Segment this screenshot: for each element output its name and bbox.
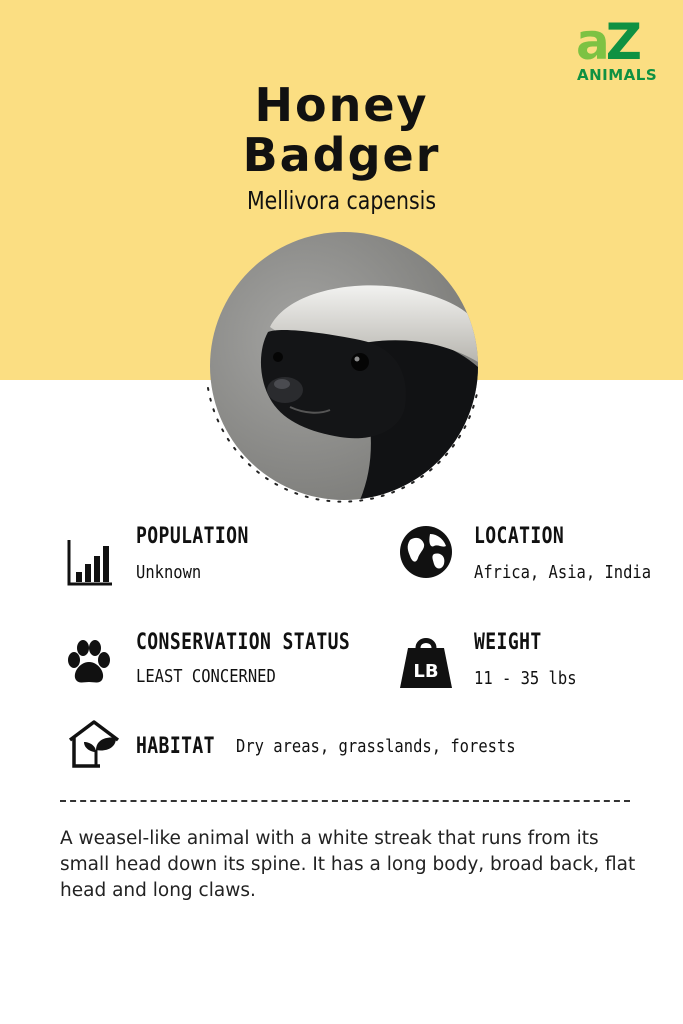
animal-description: A weasel-like animal with a white streak that runs from its small head down its spine. It has a long body, broad back, flat head and long claws. — [60, 828, 636, 901]
population-label: POPULATION — [136, 524, 249, 549]
weight-label: WEIGHT — [474, 630, 542, 655]
section-divider — [60, 800, 630, 802]
habitat-label: HABITAT — [136, 734, 215, 759]
location-value: Africa, Asia, India — [474, 562, 652, 583]
weight-icon-text: LB — [413, 661, 439, 682]
conservation-value: LEAST CONCERNED — [136, 666, 276, 687]
title-line-2: Badger — [242, 128, 441, 182]
weight-icon — [398, 632, 454, 690]
bar-chart-icon — [66, 538, 114, 586]
paw-icon — [64, 638, 114, 686]
logo-mark: aZ — [576, 13, 639, 71]
title-line-1: Honey — [254, 78, 429, 132]
az-animals-logo[interactable] — [574, 13, 666, 86]
location-label: LOCATION — [474, 524, 565, 549]
habitat-value: Dry areas, grasslands, forests — [236, 736, 516, 757]
conservation-label: CONSERVATION STATUS — [136, 630, 351, 655]
globe-icon — [398, 524, 454, 580]
scientific-name: Mellivora capensis — [246, 186, 437, 215]
animal-name — [0, 80, 683, 180]
weight-value: 11 - 35 lbs — [474, 668, 577, 689]
house-plant-icon — [66, 718, 122, 770]
logo-sub: ANIMALS — [577, 66, 658, 84]
animal-photo — [210, 232, 478, 500]
population-value: Unknown — [136, 562, 202, 583]
